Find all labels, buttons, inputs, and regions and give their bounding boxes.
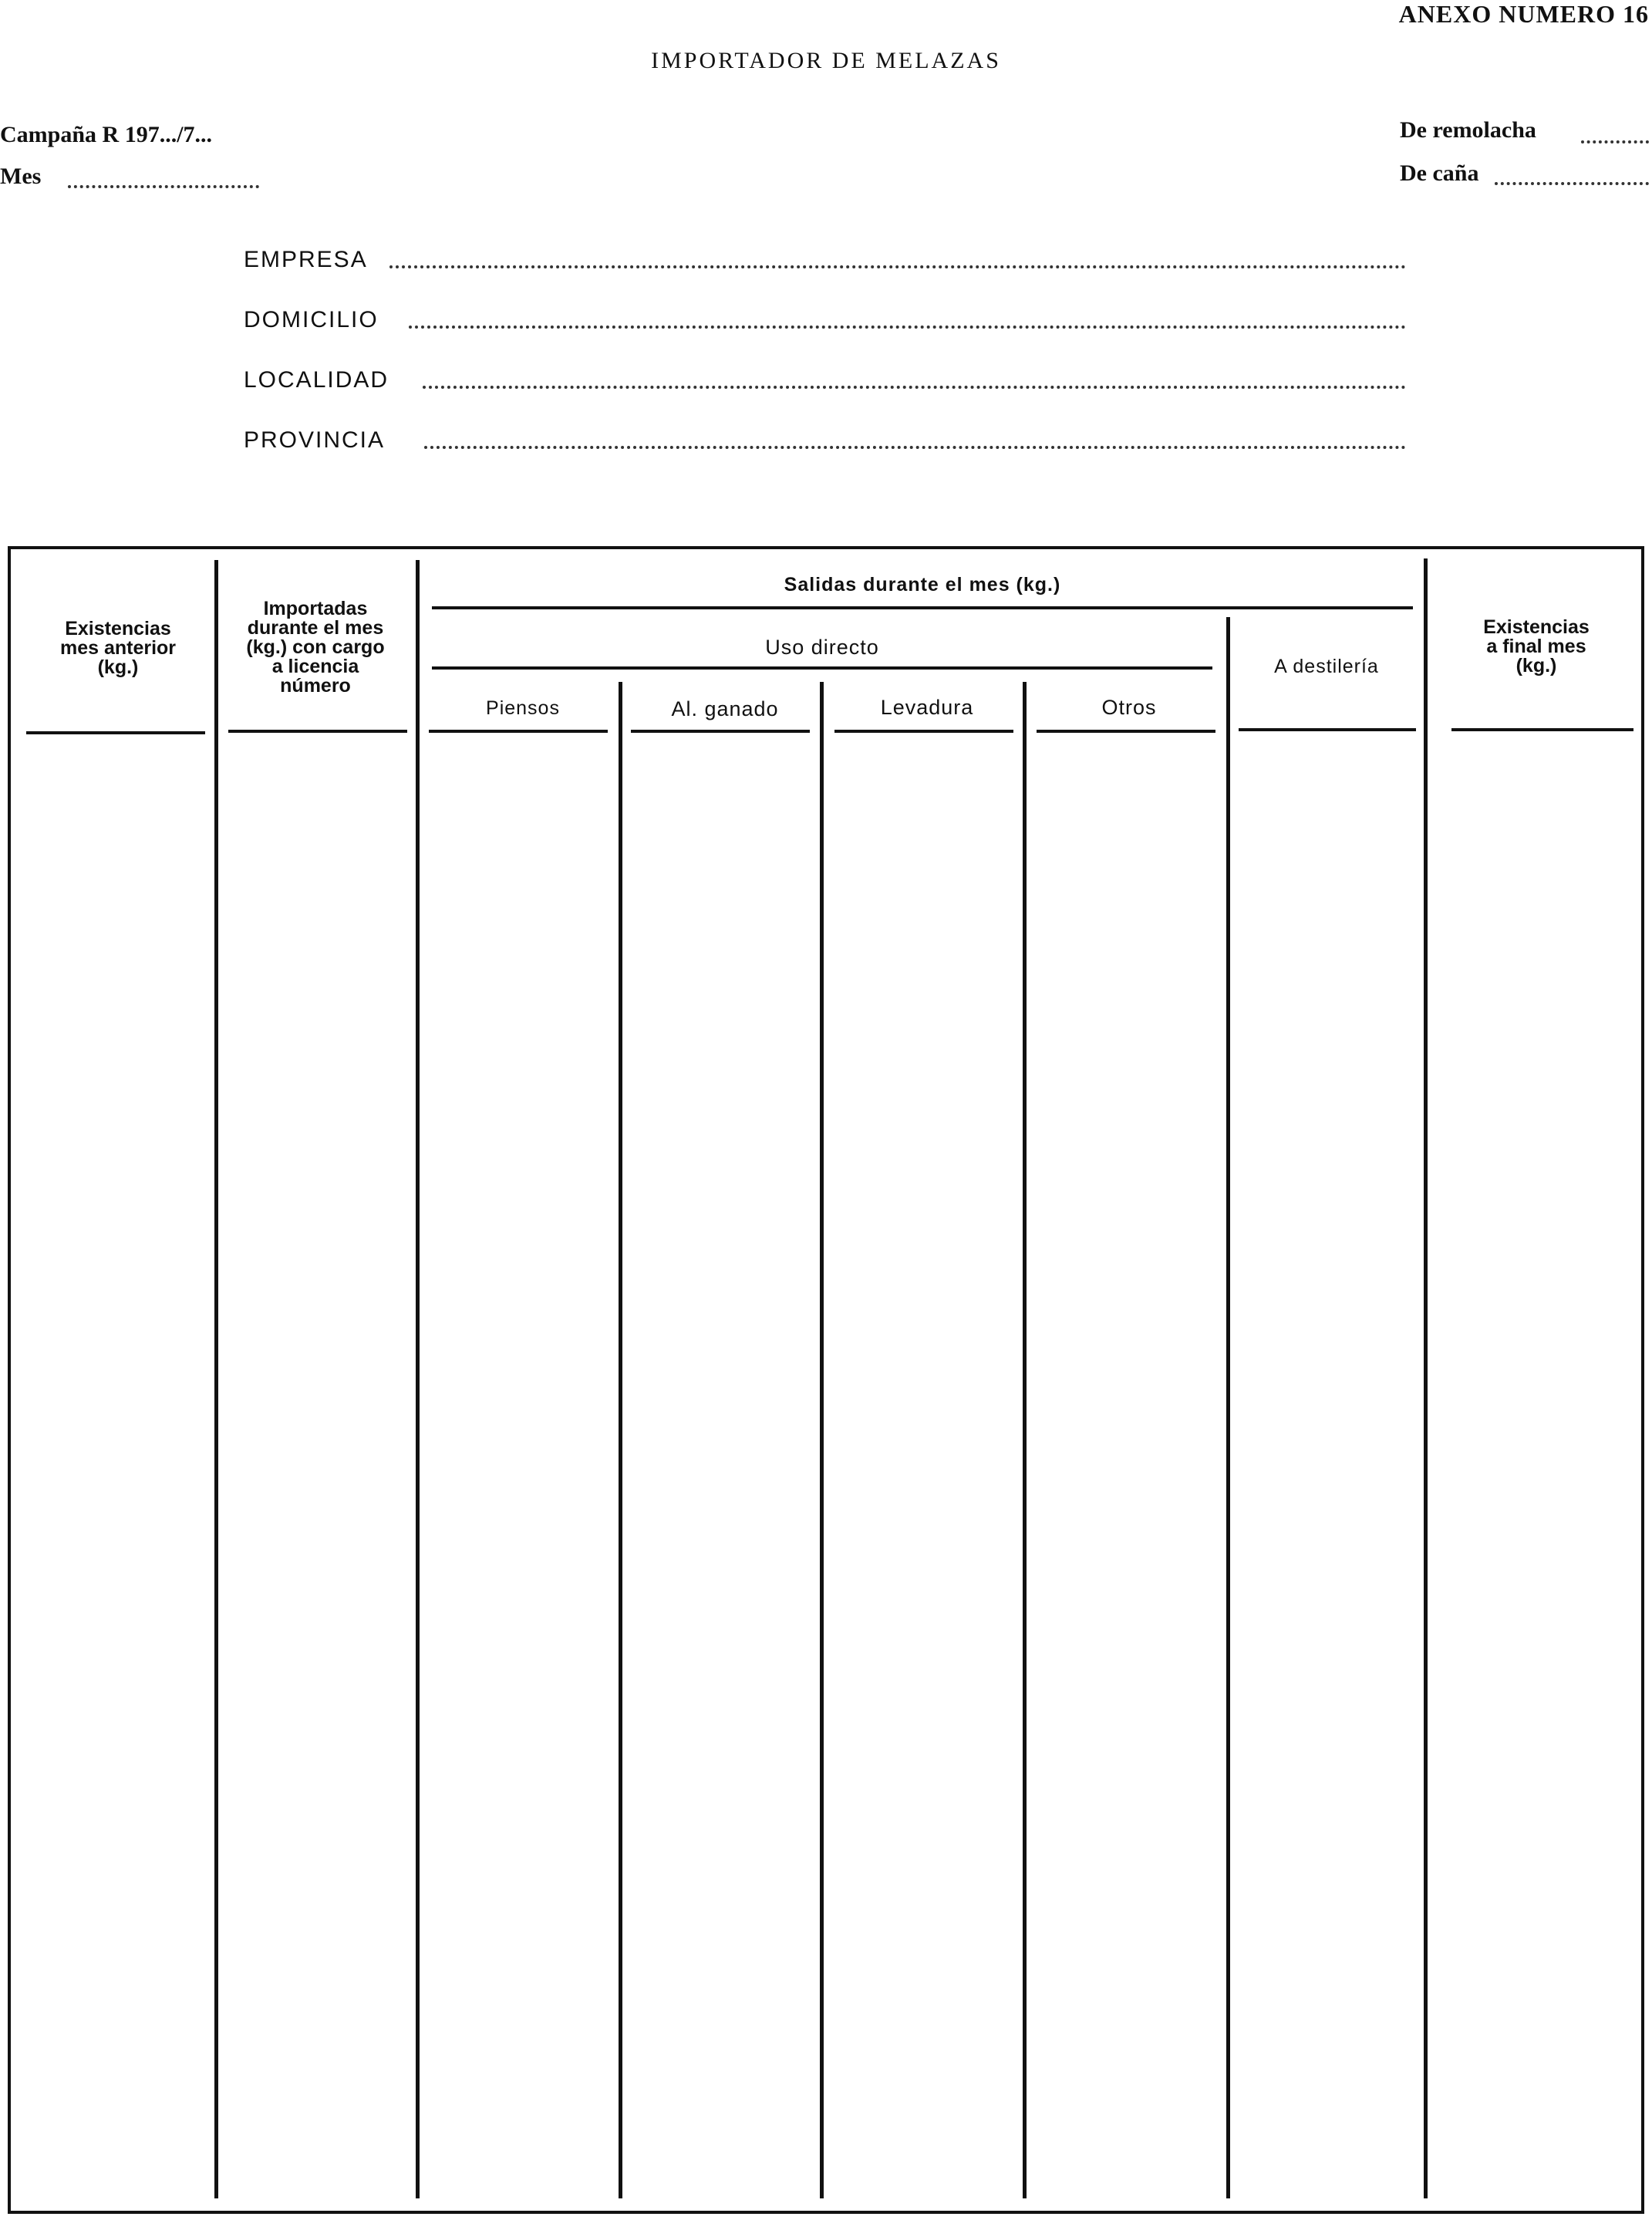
col-sep-1 (214, 560, 218, 2198)
header-direct-use: Uso directo (765, 636, 879, 659)
underline-stock-final (1451, 728, 1633, 731)
header-yeast: Levadura (880, 696, 974, 719)
field-localidad-line[interactable] (423, 386, 1406, 389)
campaign-label: Campaña R 197.../7... (0, 122, 213, 147)
col-sep-2 (416, 560, 420, 2198)
header-feed: Piensos (486, 697, 560, 719)
beet-label: De remolacha (1400, 117, 1536, 143)
beet-dotted-line (1581, 140, 1649, 143)
field-empresa-label: EMPRESA (244, 247, 368, 272)
header-imported: Importadas durante el mes (kg.) con cargo a licencia número (246, 598, 385, 697)
cane-dotted-line (1495, 182, 1649, 185)
header-stock-prev: Existencias mes anterior (kg.) (59, 618, 177, 678)
field-localidad-label: LOCALIDAD (244, 367, 389, 393)
header-others: Otros (1101, 696, 1157, 719)
exits-group-rule (432, 606, 1413, 609)
col-sep-5 (1023, 682, 1027, 2198)
col-sep-6 (1226, 617, 1230, 2198)
declaration-table (8, 546, 1644, 2214)
direct-use-rule (432, 666, 1212, 670)
field-domicilio-label: DOMICILIO (244, 307, 379, 332)
header-cattle: Al. ganado (671, 697, 779, 720)
underline-cattle (631, 730, 810, 733)
underline-stock-prev (26, 731, 205, 734)
underline-imported (228, 730, 407, 733)
header-stock-final: Existencias a final mes (kg.) (1483, 616, 1590, 676)
underline-yeast (834, 730, 1013, 733)
month-label: Mes (0, 164, 42, 189)
underline-feed (429, 730, 608, 733)
cane-label: De caña (1400, 160, 1479, 186)
field-empresa-line[interactable] (389, 265, 1406, 268)
document-title: IMPORTADOR DE MELAZAS (651, 48, 1001, 73)
header-exits-group: Salidas durante el mes (kg.) (784, 574, 1061, 595)
underline-others (1037, 730, 1215, 733)
annex-number: ANEXO NUMERO 16 (1398, 0, 1649, 28)
field-provincia-line[interactable] (424, 446, 1406, 449)
header-distillery: A destilería (1274, 656, 1379, 677)
col-sep-7 (1424, 558, 1428, 2198)
underline-distillery (1239, 728, 1416, 731)
col-sep-4 (820, 682, 824, 2198)
field-domicilio-line[interactable] (409, 326, 1406, 329)
field-provincia-label: PROVINCIA (244, 427, 386, 453)
month-dotted-line (68, 185, 259, 188)
col-sep-3 (619, 682, 622, 2198)
